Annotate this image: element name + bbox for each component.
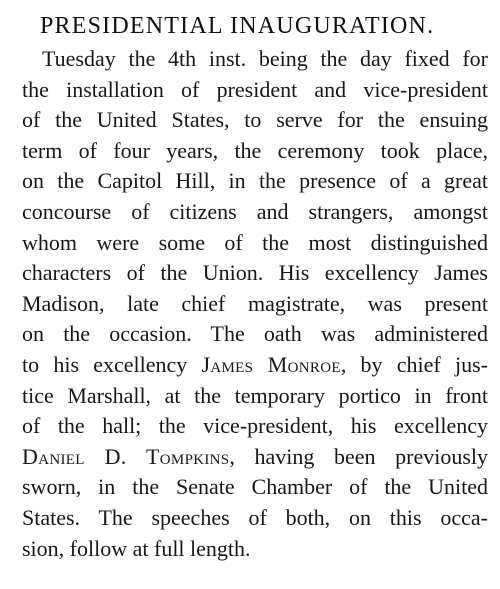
- article-line-13: of the hall; the vice-president, his excellency: [22, 413, 488, 439]
- article-line-1: Tuesday the 4th inst. being the day fixed for: [42, 46, 488, 71]
- line-14-suffix: , having been previously: [229, 443, 488, 469]
- name-daniel-tompkins: Daniel D. Tompkins: [22, 443, 230, 469]
- article-line-7: whom were some of the most distinguished: [22, 229, 488, 255]
- article-line-3: of the United States, to serve for the ensuing: [22, 107, 488, 133]
- article-line-11: [22, 350, 488, 381]
- article-line-8: characters of the Union. His excellency James: [22, 260, 488, 286]
- article-line-10: on the occasion. The oath was administered: [22, 321, 488, 347]
- headline: PRESIDENTIAL INAUGURATION.: [40, 13, 435, 39]
- name-james-monroe: James Monroe: [201, 351, 341, 377]
- article-line-4: term of four years, the ceremony took place,: [22, 137, 488, 163]
- article-line-2: the installation of president and vice-president: [22, 76, 488, 102]
- article-line-14: [22, 442, 488, 473]
- article-line-9: Madison, late chief magistrate, was present: [22, 290, 488, 316]
- article-body: [22, 44, 488, 564]
- line-11-prefix: to his excellency: [22, 351, 188, 377]
- article-line-16: States. The speeches of both, on this occa-: [22, 504, 488, 530]
- article-line-5: on the Capitol Hill, in the presence of a great: [22, 168, 488, 194]
- article-line-6: concourse of citizens and strangers, amongst: [22, 198, 488, 224]
- line-11-suffix: , by chief jus-: [340, 351, 488, 377]
- article-line-12: tice Marshall, at the temporary portico in front: [22, 382, 488, 408]
- article-line-15: sworn, in the Senate Chamber of the United: [22, 474, 488, 500]
- article-line-17: sion, follow at full length.: [22, 535, 251, 561]
